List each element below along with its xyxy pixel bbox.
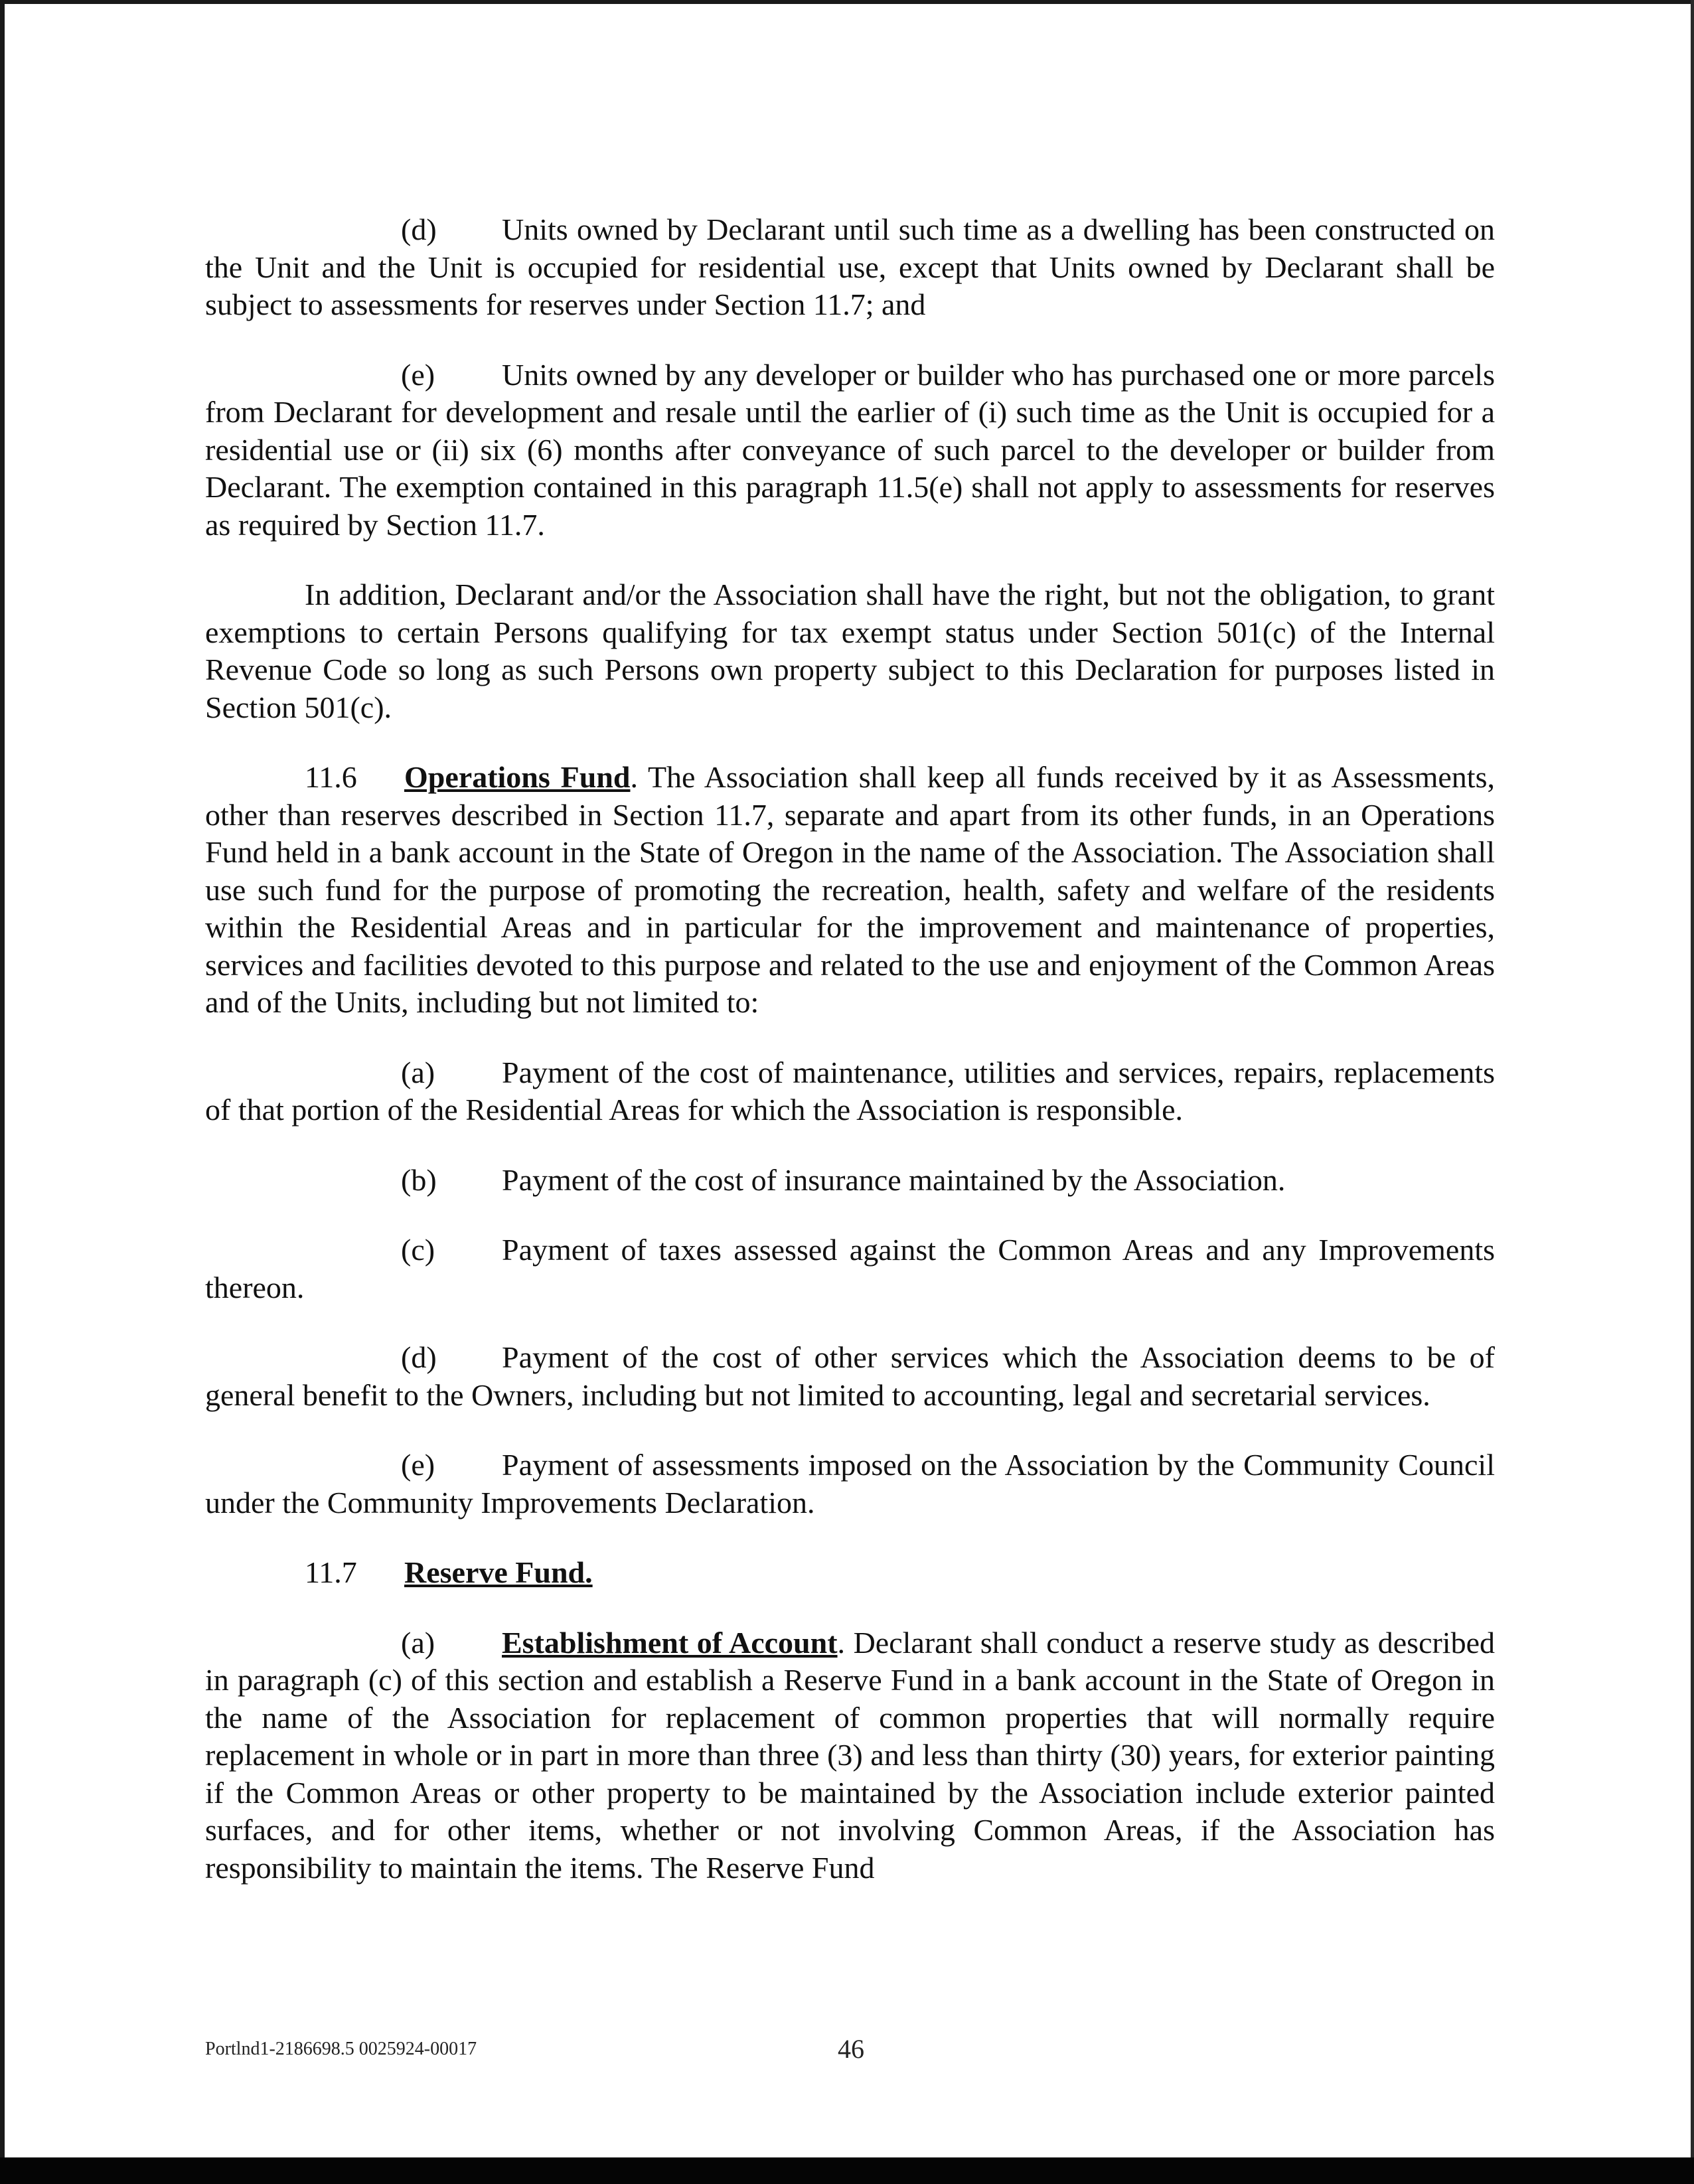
paragraph-tax-exemptions — [205, 576, 1495, 726]
footer-page-number: 46 — [838, 2034, 864, 2064]
subsection-heading: Establishment of Account — [502, 1625, 838, 1660]
scan-edge-top — [0, 0, 1694, 4]
paragraph-label: (e) — [401, 1448, 435, 1482]
document-body — [205, 211, 1495, 1919]
paragraph-text: . The Association shall keep all funds received by it as Assessments, other than reserves described in Section 11.7, separate and apart from its other funds, in an Operations Fund held in a bank account in the State of Oregon in the name of the Association. The Association shall use such fund for the purpose of promoting the recreation, health, safety and welfare of the residents within the Residential Areas and in particular for the improvement and maintenance of properties, services and facilities devoted to this purpose and related to the use and enjoyment of the Common Areas and of the Units, including but not limited to: — [205, 760, 1495, 1019]
section-heading: Reserve Fund. — [404, 1555, 593, 1589]
paragraph-e-community-council — [205, 1446, 1495, 1521]
section-11-6-operations-fund — [205, 759, 1495, 1022]
section-number: 11.6 — [305, 760, 357, 794]
footer-document-id: Portlnd1-2186698.5 0025924-00017 — [205, 2039, 477, 2059]
paragraph-c-taxes — [205, 1231, 1495, 1306]
paragraph-a-establishment-of-account — [205, 1624, 1495, 1887]
paragraph-d-other-services — [205, 1339, 1495, 1414]
paragraph-label: (d) — [401, 212, 437, 246]
paragraph-text: Units owned by any developer or builder who has purchased one or more parcels from Declarant for development and resale until the earlier of (i) such time as the Unit is occupied for a residential use or (ii) six (6) months after conveyance of such parcel to the developer or builder from Declarant. The exemption contained in this paragraph 11.5(e) shall not apply to assessments for reserves as required by Section 11.7. — [205, 357, 1495, 542]
paragraph-a-maintenance — [205, 1054, 1495, 1129]
paragraph-e-units-developer — [205, 356, 1495, 544]
paragraph-label: (e) — [401, 357, 435, 392]
section-11-7-reserve-fund — [205, 1554, 1495, 1592]
paragraph-text: In addition, Declarant and/or the Association shall have the right, but not the obligation, to grant exemptions to certain Persons qualifying for tax exempt status under Section 501(c) of the Internal Revenue Code so long as such Persons own property subject to this Declaration for purposes listed in Section 501(c). — [205, 578, 1495, 724]
paragraph-label: (a) — [401, 1055, 435, 1089]
paragraph-text: Payment of taxes assessed against the Common Areas and any Improvements thereon. — [205, 1233, 1495, 1304]
paragraph-label: (c) — [401, 1233, 435, 1267]
paragraph-b-insurance — [205, 1162, 1495, 1200]
scan-edge-left — [0, 0, 5, 2184]
paragraph-text: Units owned by Declarant until such time as a dwelling has been constructed on the Unit and the Unit is occupied for residential use, except that Units owned by Declarant shall be subject to assessments for reserves under Section 11.7; and — [205, 212, 1495, 321]
paragraph-text: Payment of the cost of other services which the Association deems to be of general benefit to the Owners, including but not limited to accounting, legal and secretarial services. — [205, 1340, 1495, 1412]
section-heading: Operations Fund — [404, 760, 631, 794]
paragraph-label: (d) — [401, 1340, 437, 1374]
paragraph-label: (b) — [401, 1162, 437, 1197]
paragraph-text: Payment of assessments imposed on the Association by the Community Council under the Community Improvements Declaration. — [205, 1448, 1495, 1520]
paragraph-label: (a) — [401, 1625, 435, 1660]
paragraph-text: Payment of the cost of insurance maintained by the Association. — [502, 1162, 1286, 1197]
paragraph-d-units-declarant — [205, 211, 1495, 324]
paragraph-text: . Declarant shall conduct a reserve study as described in paragraph (c) of this section and establish a Reserve Fund in a bank account in the State of Oregon in the name of the Association for replacement of common properties that will normally require replacement in whole or in part in more than three (3) and less than thirty (30) years, for exterior painting if the Common Areas or other property to be maintained by the Association include exterior painted surfaces, and for other items, whether or not involving Common Areas, if the Association has responsibility to maintain the items. The Reserve Fund — [205, 1625, 1496, 1885]
paragraph-text: Payment of the cost of maintenance, utilities and services, repairs, replacements of that portion of the Residential Areas for which the Association is responsible. — [205, 1055, 1495, 1127]
scan-edge-bottom — [0, 2157, 1694, 2184]
scan-edge-right — [1691, 0, 1694, 2184]
section-number: 11.7 — [305, 1555, 357, 1589]
